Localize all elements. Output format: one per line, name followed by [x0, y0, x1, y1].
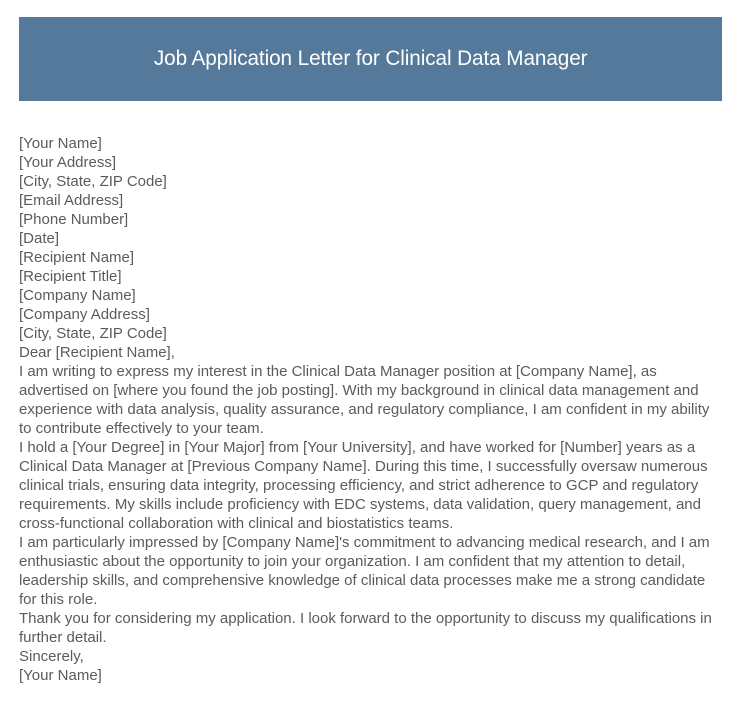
letter-line-date: [Date]	[19, 230, 60, 247]
letter-line-phone-number: [Phone Number]	[19, 211, 129, 228]
letter-line-company-city: [City, State, ZIP Code]	[19, 325, 167, 342]
letter-body	[19, 134, 723, 685]
letter-salutation: Dear [Recipient Name],	[19, 344, 175, 361]
letter-line-recipient-title: [Recipient Title]	[19, 268, 122, 285]
sender-and-recipient-block	[19, 134, 723, 362]
letter-signature-name: [Your Name]	[19, 667, 102, 684]
letter-line-your-name: [Your Name]	[19, 135, 102, 152]
letter-line-company-address: [Company Address]	[19, 306, 150, 323]
letter-line-your-address: [Your Address]	[19, 154, 117, 171]
letter-paragraph-1: I am writing to express my interest in the Clinical Data Manager position at [Company Name], as advertised on [where you found the job posting]. With my background in clinical data management and experience with data analysis, quality assurance, and regulatory compliance, I am confident in my ability to contribute effectively to your team.	[19, 363, 710, 437]
document-header-banner	[19, 17, 722, 101]
letter-closing-sincerely: Sincerely,	[19, 648, 84, 665]
letter-line-recipient-name: [Recipient Name]	[19, 249, 135, 266]
letter-closing-block	[19, 647, 723, 685]
letter-line-company-name: [Company Name]	[19, 287, 136, 304]
letter-paragraph-2: I hold a [Your Degree] in [Your Major] from [Your University], and have worked for [Number] years as a Clinical Data Manager at [Previous Company Name]. During this time, I successfully oversaw numerous clinical trials, ensuring data integrity, processing efficiency, and strict adherence to GCP and regulatory requirements. My skills include proficiency with EDC systems, data validation, query management, and cross-functional collaboration with clinical and biostatistics teams.	[19, 439, 708, 532]
letter-paragraph-4: Thank you for considering my application. I look forward to the opportunity to discuss my qualifications in further detail.	[19, 610, 712, 646]
letter-paragraph-3: I am particularly impressed by [Company Name]'s commitment to advancing medical research, and I am enthusiastic about the opportunity to join your organization. I am confident that my attention to detail, leadership skills, and comprehensive knowledge of clinical data processes make me a strong candidate for this role.	[19, 534, 710, 608]
letter-line-your-city-state: [City, State, ZIP Code]	[19, 173, 167, 190]
page-title: Job Application Letter for Clinical Data Manager	[153, 46, 588, 71]
letter-line-email-address: [Email Address]	[19, 192, 124, 209]
